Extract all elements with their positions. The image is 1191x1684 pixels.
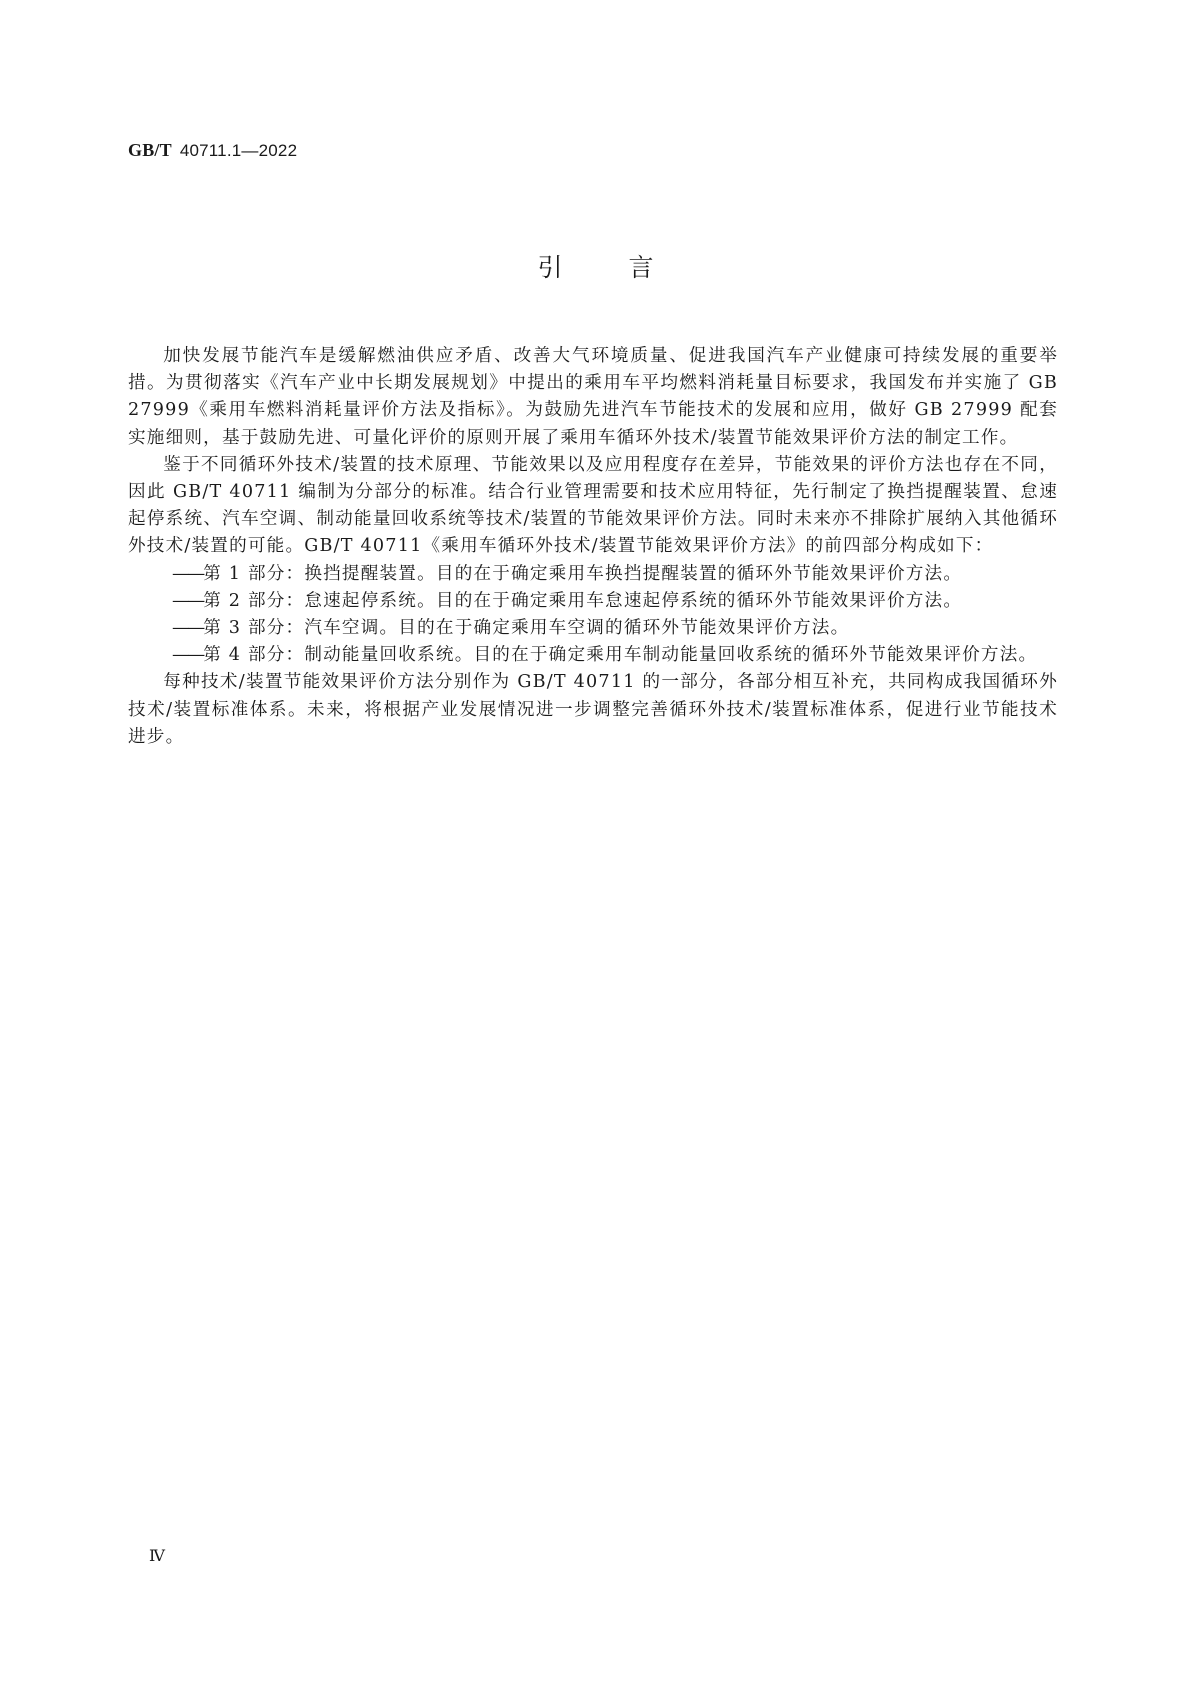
- em-dash-bullet: ——: [172, 590, 204, 611]
- standard-prefix: GB/T: [128, 140, 172, 160]
- parts-list: [128, 561, 1058, 670]
- em-dash-bullet: ——: [172, 563, 204, 584]
- standard-code-header: [128, 140, 297, 161]
- introduction-body: [128, 343, 1058, 751]
- title-char-1: 引: [537, 253, 563, 282]
- list-item-text: 第 3 部分：汽车空调。目的在于确定乘用车空调的循环外节能效果评价方法。: [203, 618, 850, 639]
- list-item-text: 第 2 部分：怠速起停系统。目的在于确定乘用车怠速起停系统的循环外节能效果评价方法。: [203, 590, 963, 611]
- title-char-2: 言: [628, 253, 654, 282]
- list-item-text: 第 1 部分：换挡提醒装置。目的在于确定乘用车换挡提醒装置的循环外节能效果评价方法。: [203, 563, 963, 584]
- list-item-part-1: [128, 561, 1058, 588]
- list-item-part-4: [128, 642, 1058, 669]
- standard-number: 40711.1—2022: [179, 141, 298, 160]
- list-item-part-3: [128, 615, 1058, 642]
- paragraph-1: 加快发展节能汽车是缓解燃油供应矛盾、改善大气环境质量、促进我国汽车产业健康可持续发展的重要举措。为贯彻落实《汽车产业中长期发展规划》中提出的乘用车平均燃料消耗量目标要求，我国发布并实施了 GB 27999《乘用车燃料消耗量评价方法及指标》。为鼓励先进汽车节能技术的发展和应用，做好 GB 27999 配套实施细则，基于鼓励先进、可量化评价的原则开展了乘用车循环外技术/装置节能效果评价方法的制定工作。: [128, 346, 1058, 448]
- page-title: [0, 248, 1191, 284]
- page-number: Ⅳ: [149, 1548, 165, 1565]
- paragraph-2: 鉴于不同循环外技术/装置的技术原理、节能效果以及应用程度存在差异，节能效果的评价方法也存在不同，因此 GB/T 40711 编制为分部分的标准。结合行业管理需要和技术应用特征，先行制定了换挡提醒装置、怠速起停系统、汽车空调、制动能量回收系统等技术/装置的节能效果评价方法。同时未来亦不排除扩展纳入其他循环外技术/装置的可能。GB/T 40711《乘用车循环外技术/装置节能效果评价方法》的前四部分构成如下：: [128, 454, 1058, 557]
- em-dash-bullet: ——: [172, 645, 204, 666]
- closing-paragraph: 每种技术/装置节能效果评价方法分别作为 GB/T 40711 的一部分，各部分相互补充，共同构成我国循环外技术/装置标准体系。未来，将根据产业发展情况进一步调整完善循环外技术/装置标准体系，促进行业节能技术进步。: [128, 672, 1058, 747]
- list-item-text: 第 4 部分：制动能量回收系统。目的在于确定乘用车制动能量回收系统的循环外节能效果评价方法。: [203, 645, 1038, 666]
- list-item-part-2: [128, 588, 1058, 615]
- em-dash-bullet: ——: [172, 618, 204, 639]
